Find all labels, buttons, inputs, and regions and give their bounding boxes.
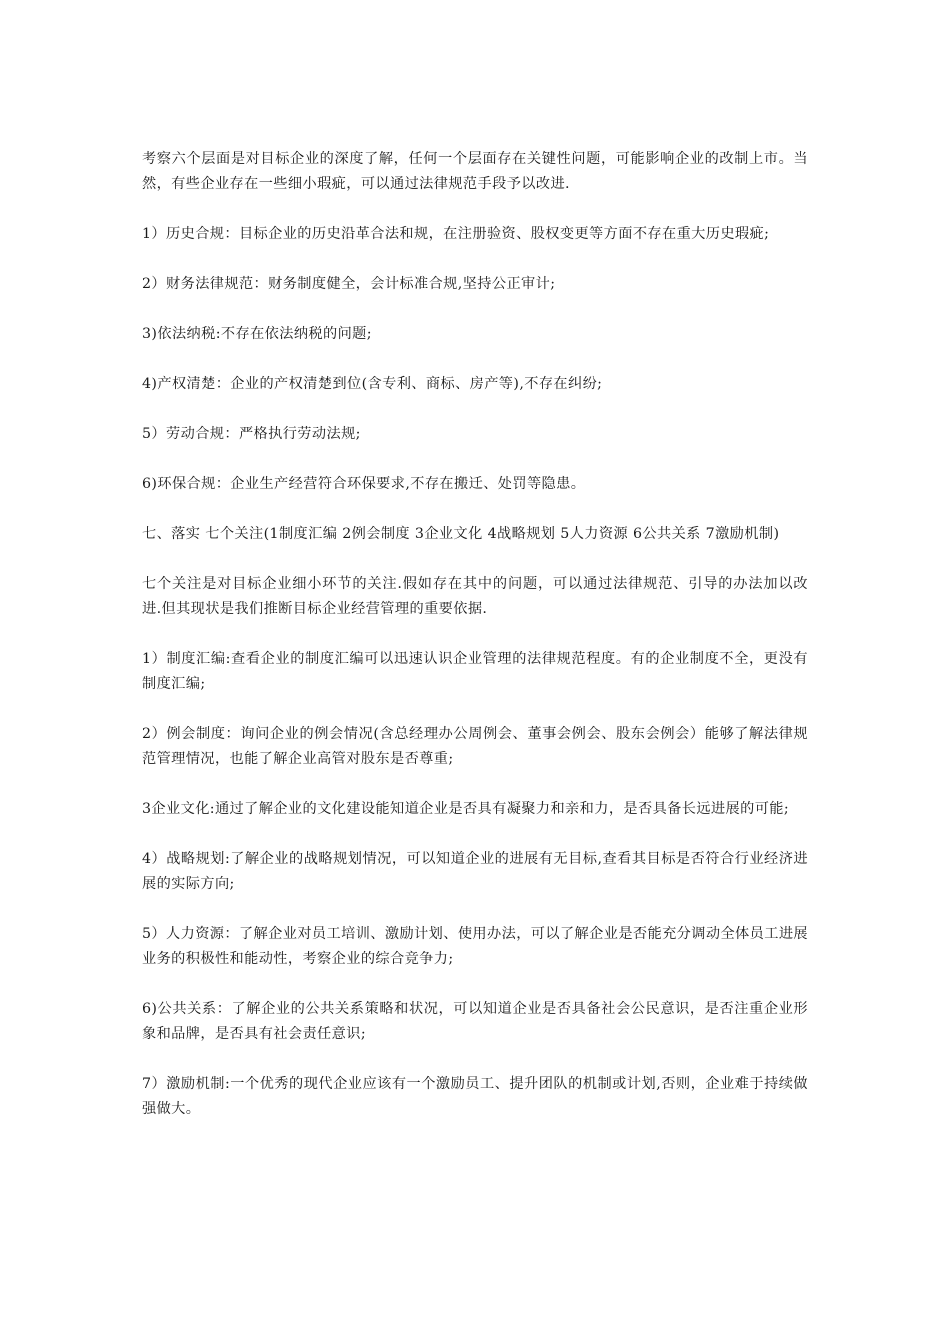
section-seven-intro: 七个关注是对目标企业细小环节的关注.假如存在其中的问题，可以通过法律规范、引导的办法加以改进.但其现状是我们推断目标企业经营管理的重要依据. [142,576,808,617]
environment-compliance-item: 6)环保合规：企业生产经营符合环保要求,不存在搬迁、处罚等隐患。 [142,476,586,492]
document-body [142,147,808,1122]
history-compliance-item: 1）历史合规：目标企业的历史沿革合法和规，在注册验资、股权变更等方面不存在重大历史瑕疵; [142,226,770,242]
tax-compliance-item: 3)依法纳税:不存在依法纳税的问题; [142,326,372,342]
incentive-mechanism-item: 7）激励机制:一个优秀的现代企业应该有一个激励员工、提升团队的机制或计划,否则，企业难于持续做强做大。 [142,1076,808,1117]
corporate-culture-item: 3企业文化:通过了解企业的文化建设能知道企业是否具有凝聚力和亲和力，是否具备长远进展的可能; [142,801,790,817]
property-rights-item: 4)产权清楚：企业的产权清楚到位(含专利、商标、房产等),不存在纠纷; [142,376,603,392]
system-compilation-item: 1）制度汇编:查看企业的制度汇编可以迅速认识企业管理的法律规范程度。有的企业制度不全，更没有制度汇编; [142,651,808,692]
strategic-planning-item: 4）战略规划:了解企业的战略规划情况，可以知道企业的进展有无目标,查看其目标是否符合行业经济进展的实际方向; [142,851,808,892]
intro-paragraph: 考察六个层面是对目标企业的深度了解，任何一个层面存在关键性问题，可能影响企业的改制上市。当然，有些企业存在一些细小瑕疵，可以通过法律规范手段予以改进. [142,151,808,192]
public-relations-item: 6)公共关系：了解企业的公共关系策略和状况，可以知道企业是否具备社会公民意识，是否注重企业形象和品牌，是否具有社会责任意识; [142,1001,808,1042]
meeting-system-item: 2）例会制度：询问企业的例会情况(含总经理办公周例会、董事会例会、股东会例会）能够了解法律规范管理情况，也能了解企业高管对股东是否尊重; [142,726,808,767]
human-resources-item: 5）人力资源：了解企业对员工培训、激励计划、使用办法，可以了解企业是否能充分调动全体员工进展业务的积极性和能动性，考察企业的综合竞争力; [142,926,808,967]
finance-compliance-item: 2）财务法律规范：财务制度健全，会计标准合规,坚持公正审计; [142,276,556,292]
labor-compliance-item: 5）劳动合规：严格执行劳动法规; [142,426,361,442]
section-seven-heading: 七、落实 七个关注(1制度汇编 2例会制度 3企业文化 4战略规划 5人力资源 6公共关系 7激励机制) [142,526,780,542]
